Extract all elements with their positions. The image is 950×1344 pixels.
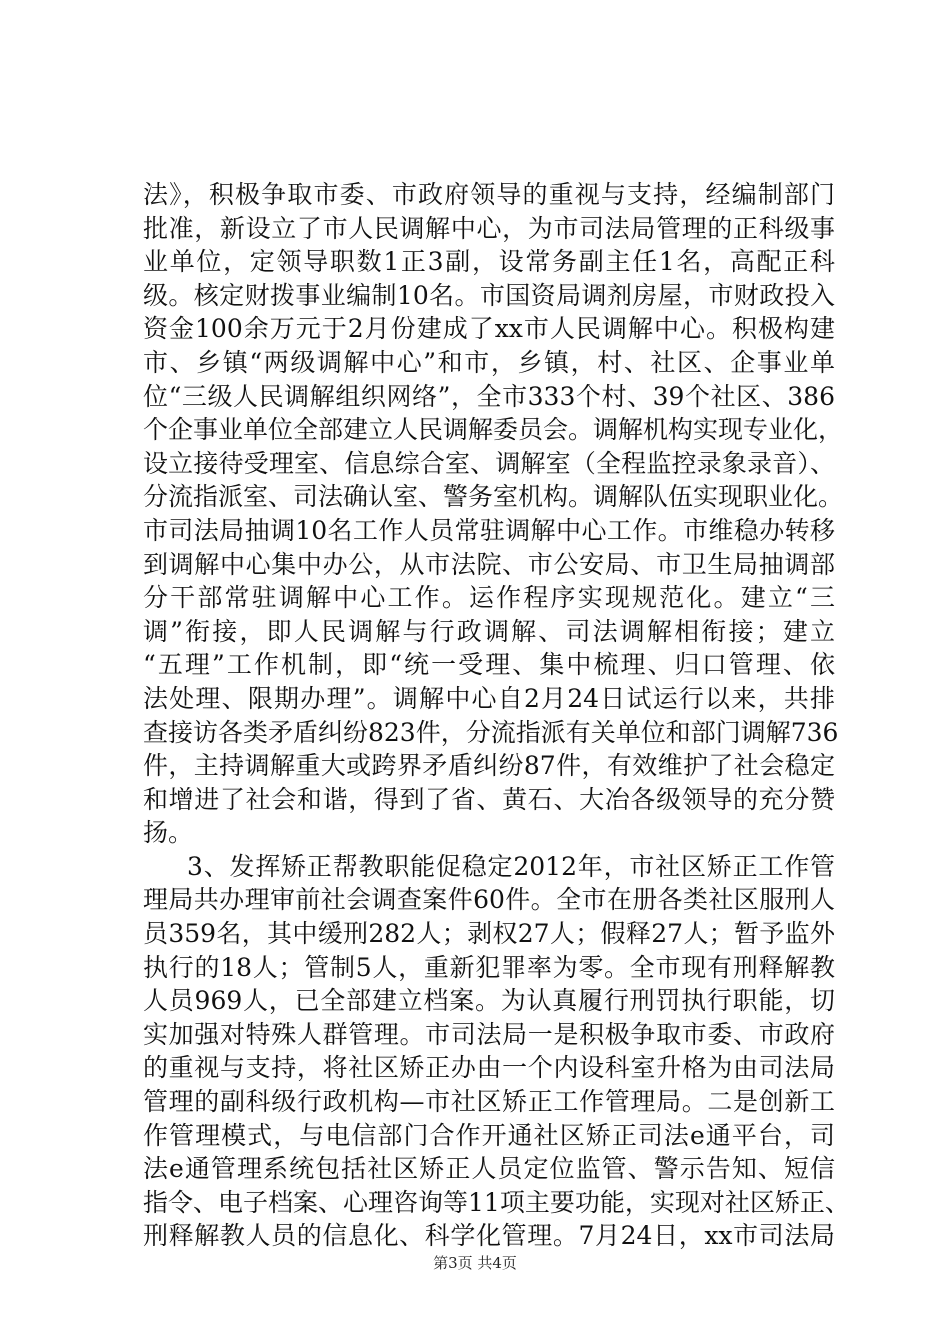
text-line: 法e通管理系统包括社区矫正人员定位监管、警示告知、短信 [143,1154,835,1184]
text-line: 查接访各类矛盾纠纷823件，分流指派有关单位和部门调解736 [143,717,839,747]
text-line: 批准，新设立了市人民调解中心，为市司法局管理的正科级事 [143,213,835,243]
page-number-text: 第3页 共4页 [433,1254,517,1272]
text-line: 3、发挥矫正帮教职能促稳定2012年，市社区矫正工作管 [187,851,835,881]
text-line: 作管理模式，与电信部门合作开通社区矫正司法e通平台，司 [143,1120,835,1150]
text-line: 件，主持调解重大或跨界矛盾纠纷87件，有效维护了社会稳定 [143,751,835,781]
text-line: 指令、电子档案、心理咨询等11项主要功能，实现对社区矫正、 [143,1187,850,1217]
text-line: “五理”工作机制，即“统一受理、集中梳理、归口管理、依 [143,650,835,680]
text-line: 个企事业单位全部建立人民调解委员会。调解机构实现专业化， [143,415,844,445]
text-line: 理局共办理审前社会调查案件60件。全市在册各类社区服刑人 [143,885,835,915]
text-line: 和增进了社会和谐，得到了省、黄石、大冶各级领导的充分赞 [143,784,835,814]
text-line: 实加强对特殊人群管理。市司法局一是积极争取市委、市政府 [143,1019,835,1049]
text-line: 位“三级人民调解组织网络”，全市333个村、39个社区、386 [143,381,835,411]
text-line: 执行的18人；管制5人，重新犯罪率为零。全市现有刑释解教 [143,952,835,982]
text-line: 级。核定财拨事业编制10名。市国资局调剂房屋，市财政投入 [143,280,835,310]
text-line: 到调解中心集中办公，从市法院、市公安局、市卫生局抽调部 [143,549,835,579]
text-line: 人员969人，已全部建立档案。为认真履行刑罚执行职能，切 [143,986,835,1016]
paragraph [143,850,850,1253]
text-line: 分流指派室、司法确认室、警务室机构。调解队伍实现职业化。 [143,482,844,512]
text-line: 设立接待受理室、信息综合室、调解室（全程监控录象录音）、 [143,448,835,478]
text-line: 业单位，定领导职数1正3副，设常务副主任1名，高配正科 [143,247,835,277]
paragraph [143,178,844,850]
text-line: 市司法局抽调10名工作人员常驻调解中心工作。市维稳办转移 [143,515,835,545]
text-line: 分干部常驻调解中心工作。运作程序实现规范化。建立“三 [143,583,835,613]
text-line: 的重视与支持，将社区矫正办由一个内设科室升格为由司法局 [143,1053,835,1083]
text-line: 扬。 [143,818,194,848]
text-line: 刑释解教人员的信息化、科学化管理。7月24日，xx市司法局 [143,1221,835,1251]
text-line: 市、乡镇“两级调解中心”和市，乡镇，村、社区、企事业单 [143,347,835,377]
text-line: 法》，积极争取市委、市政府领导的重视与支持，经编制部门 [143,180,835,209]
text-line: 管理的副科级行政机构—市社区矫正工作管理局。二是创新工 [143,1087,835,1117]
page-footer [0,1252,950,1273]
text-line: 员359名，其中缓刑282人；剥权27人；假释27人；暂予监外 [143,919,835,949]
text-line: 法处理、限期办理”。调解中心自2月24日试运行以来，共排 [143,683,835,713]
document-body [143,178,850,1253]
text-line: 调”衔接，即人民调解与行政调解、司法调解相衔接；建立 [143,616,835,646]
text-line: 资金100余万元于2月份建成了xx市人民调解中心。积极构建 [143,314,835,344]
